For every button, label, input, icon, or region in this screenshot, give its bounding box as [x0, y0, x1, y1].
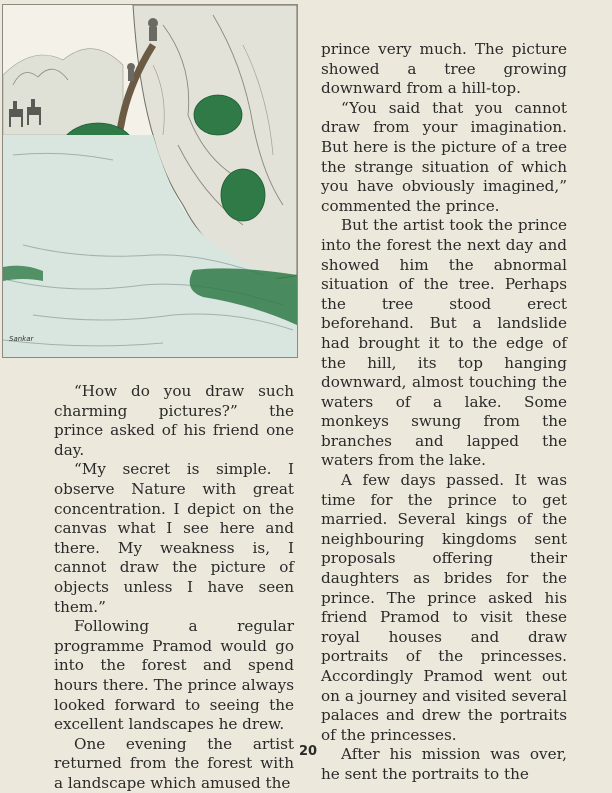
paragraph: “My secret is simple. I observe Nature with great concentration. I depict on the canvas what I see here and there. My weakness is, I cannot draw the picture of objects unless I have seen them.”: [54, 460, 294, 616]
paragraph: After his mission was over, he sent the portraits to the: [321, 745, 567, 783]
forest-lake-illustration-icon: [3, 5, 297, 357]
left-text-column: [54, 382, 294, 793]
paragraph: “How do you draw such charming pictures?” the prince asked of his friend one day.: [54, 382, 294, 459]
paragraph: A few days passed. It was time for the prince to get married. Several kings of the neighbouring kingdoms sent proposals offering their daughters as brides for the prince. The prince asked his friend Pramod to visit these royal houses and draw portraits of the princesses. Accordingly Pramod went out on a journey and visited several palaces and drew the portraits of the princesses.: [321, 471, 567, 744]
page-number: 20: [298, 744, 318, 759]
paragraph: But the artist took the prince into the forest the next day and showed him the abnormal situation of the tree. Perhaps the tree stood erect beforehand. But a landslide had brought it to the edge of the hill, its top hanging downward, almost touching the waters of a lake. Some monkeys swung from the branches and lapped the waters from the lake.: [321, 216, 567, 470]
illustrator-signature: Sankar: [9, 335, 34, 343]
story-illustration: [2, 4, 298, 358]
paragraph: “You said that you cannot draw from your imagination. But here is the picture of a tree the strange situation of which you have obviously imagined,” commented the prince.: [321, 98, 567, 215]
paragraph: One evening the artist returned from the forest with a landscape which amused the: [54, 734, 294, 792]
paragraph: prince very much. The picture showed a tree growing downward from a hill-top.: [321, 40, 567, 98]
right-text-column: [321, 40, 567, 785]
paragraph: Following a regular programme Pramod would go into the forest and spend hours there. The prince always looked forward to seeing the excellent landscapes he drew.: [54, 617, 294, 734]
